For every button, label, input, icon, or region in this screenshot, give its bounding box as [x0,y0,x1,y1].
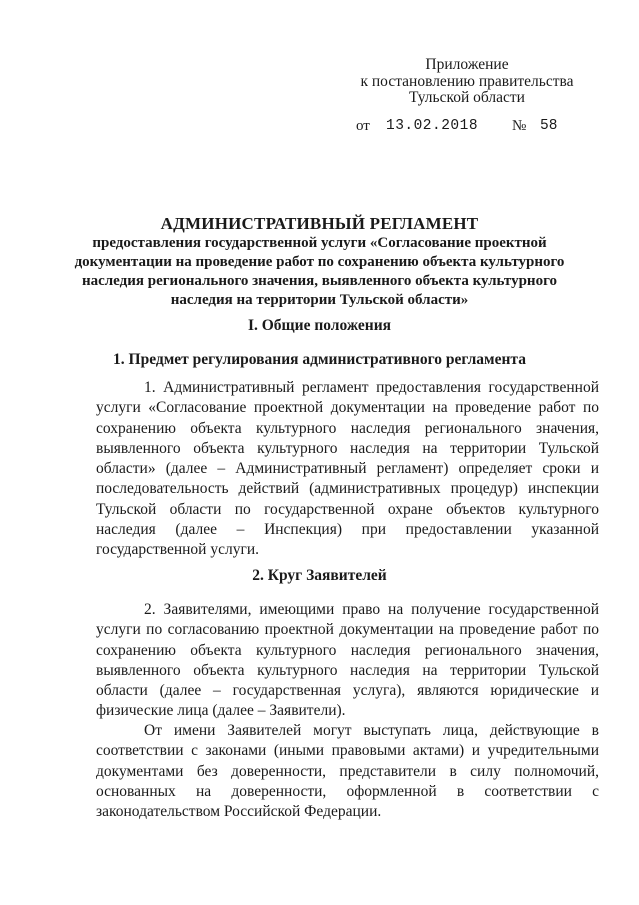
document-title-main: АДМИНИСТРАТИВНЫЙ РЕГЛАМЕНТ [160,214,479,233]
approval-date: 13.02.2018 [386,118,479,134]
appendix-line-1: Приложение [425,56,509,73]
approval-number: 58 [540,118,558,134]
subsection-heading-applicants: 2. Круг Заявителей [252,567,387,584]
paragraph-2: 2. Заявителями, имеющими право на получение государственной услуги по согласованию проектной документации на проведение работ по сохранению объекта культурного наследия регионального значения, выявленного объекта культурного наследия на территории Тульской области (далее – государственная услуга), являются юридические и физические лица (далее – Заявители). [96,601,599,720]
document-title [60,214,579,310]
approval-number-sign: № [512,118,527,134]
paragraph-1: 1. Административный регламент предоставления государственной услуги «Согласование проектной документации на проведение работ по сохранению объекта культурного наследия регионального значения, выявленного объекта культурного наследия на территории Тульской области» (далее – Административный регламент) определяет сроки и последовательность действий (административных процедур) инспекции Тульской области по государственной охране объектов культурного наследия (далее – Инспекция) при предоставлении указанной государственной услуги. [96,379,599,559]
paragraph-3: От имени Заявителей могут выступать лица, действующие в соответствии с законами (иными правовыми актами) и учредительными документами без доверенности, представители в силу полномочий, основанных на доверенности, оформленной в соответствии с законодательством Российской Федерации. [96,722,599,821]
approval-from-label: от [356,118,370,134]
appendix-line-2: к постановлению правительства [360,72,574,90]
section-heading-general: I. Общие положения [247,317,392,334]
document-title-subtitle: предоставления государственной услуги «Согласование проектной документации на проведение работ по сохранению объекта культурного наследия регионального значения, выявленного объекта культурного наследия на территории Тульской области» [74,235,565,308]
subsection-heading-subject: 1. Предмет регулирования административного регламента [113,351,526,368]
appendix-block [352,57,582,107]
appendix-line-3: Тульской области [409,89,525,106]
